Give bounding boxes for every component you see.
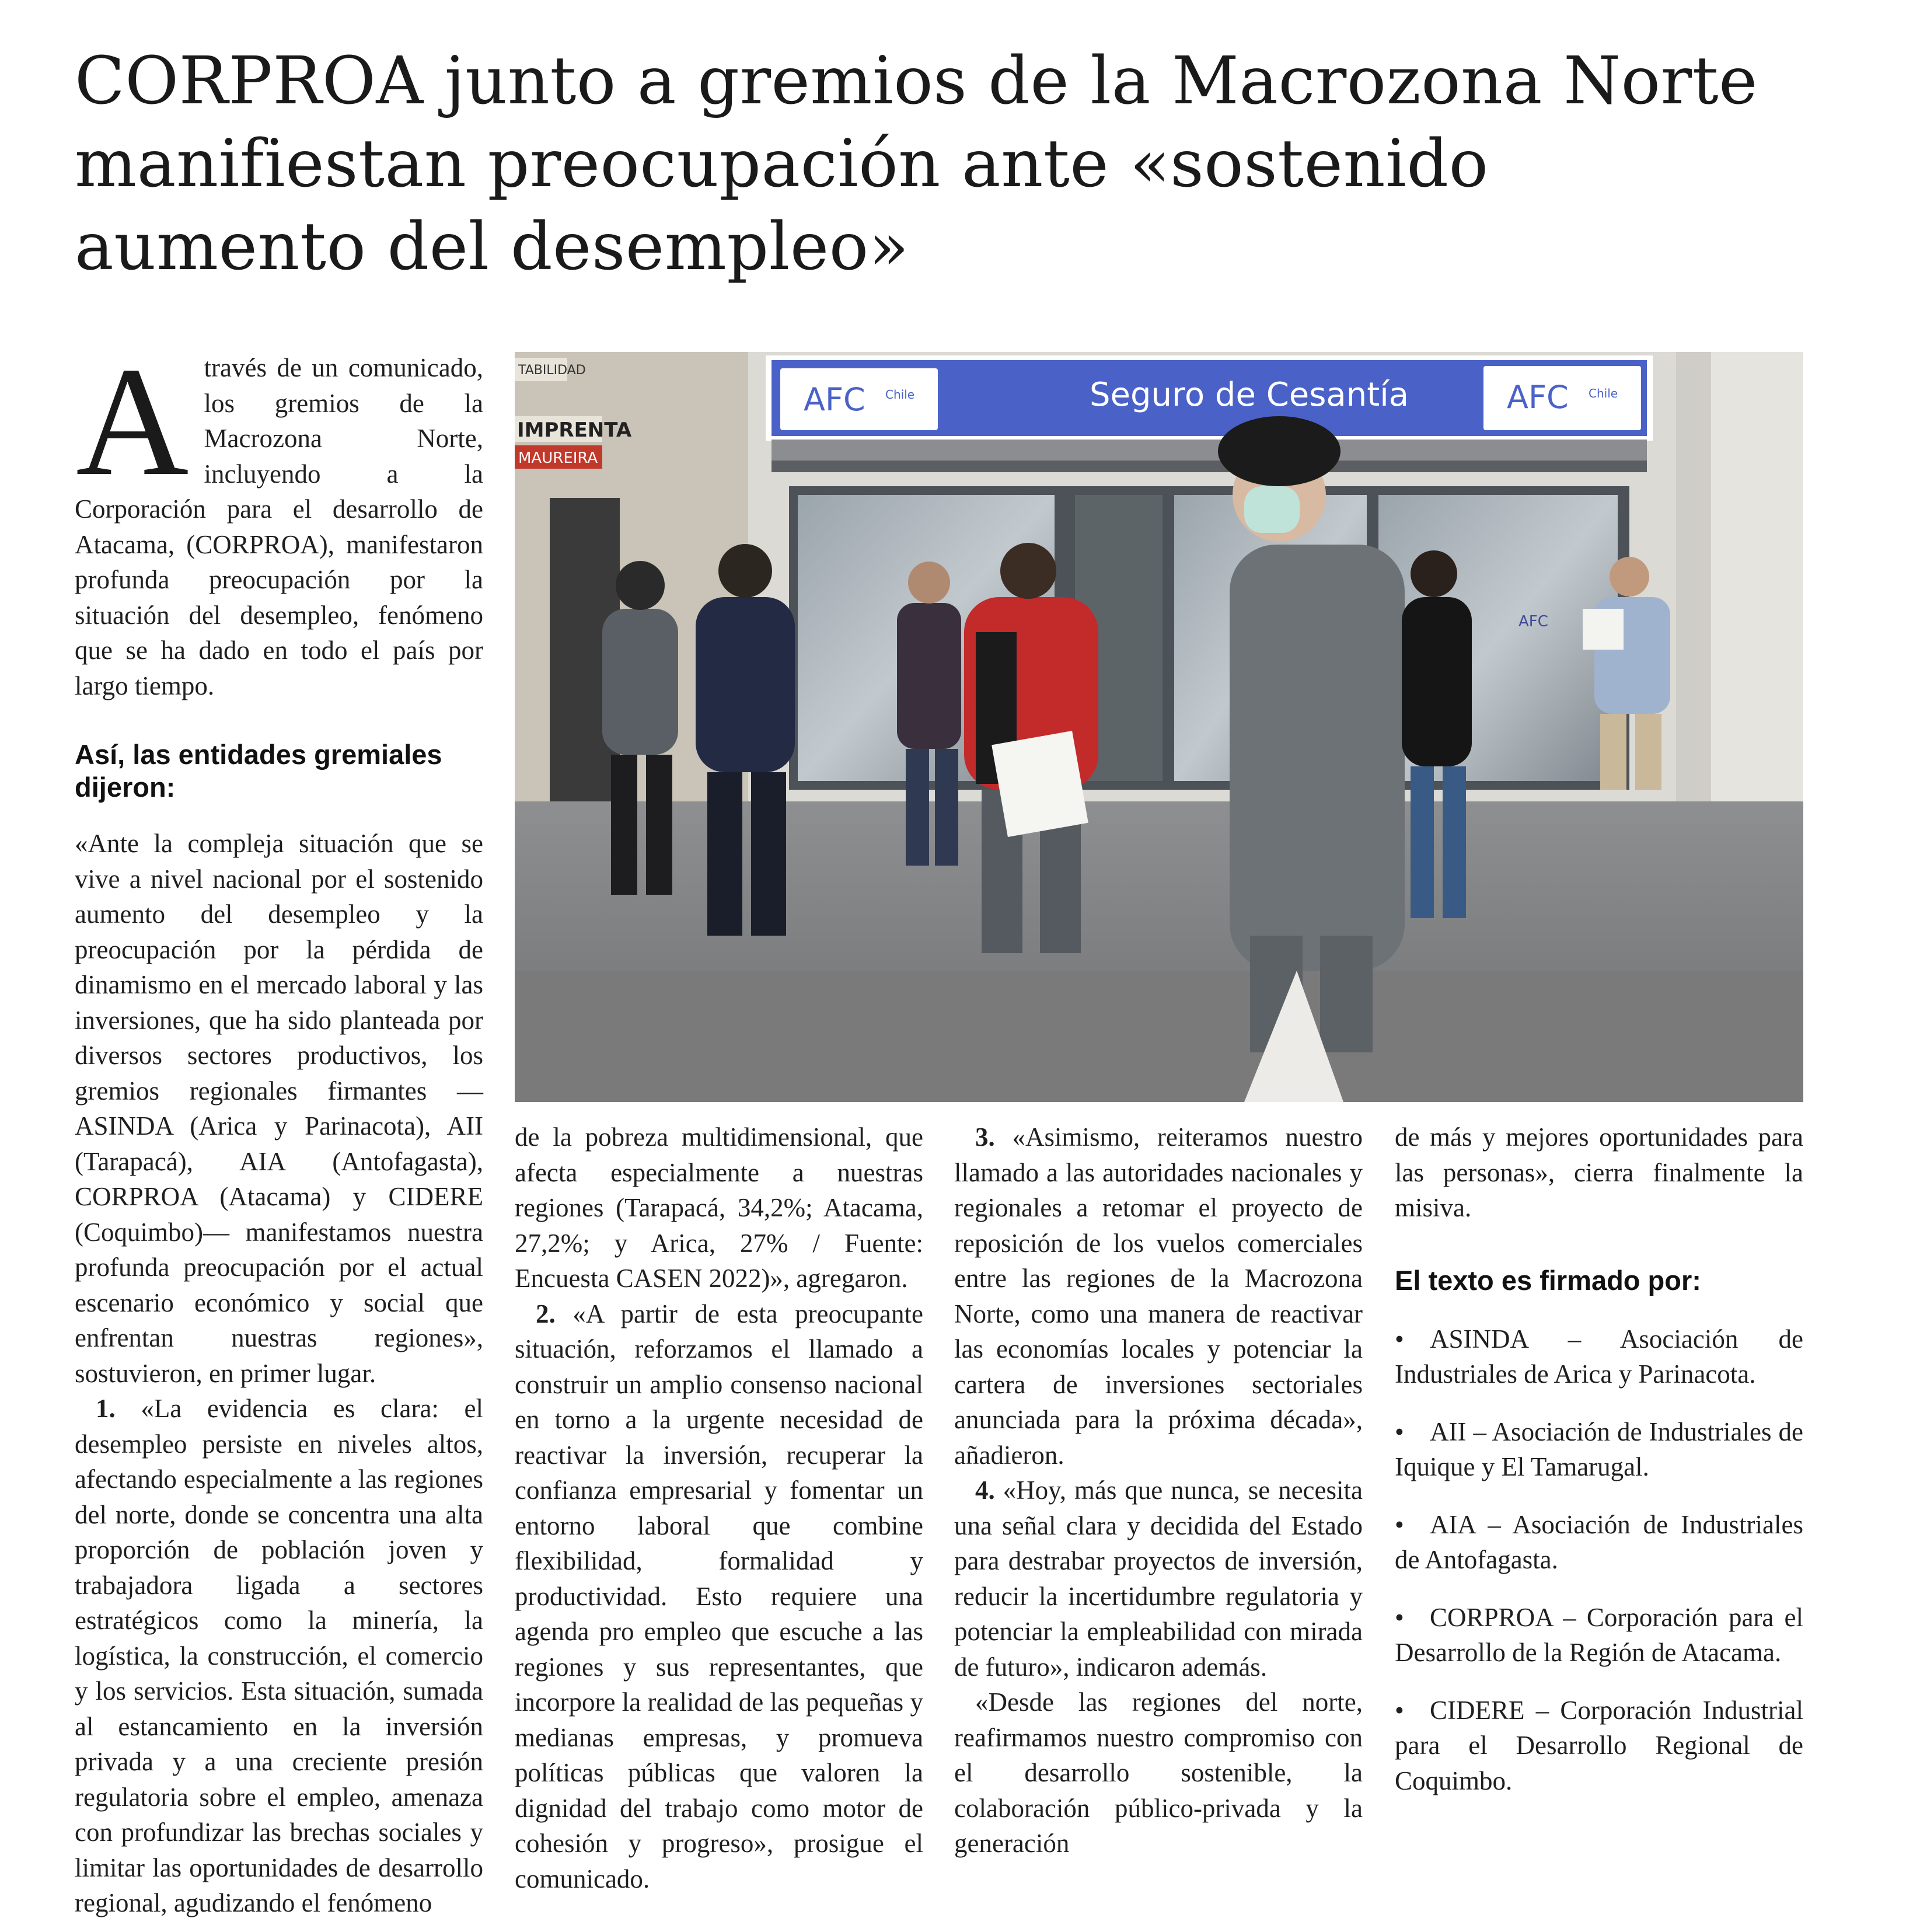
article-column-4: [1395, 1120, 1803, 1821]
signer-item: [1395, 1414, 1803, 1485]
subhead-entities-said: Así, las entidades gremiales dijeron:: [75, 739, 442, 803]
point-3-text: «Asimismo, reiteramos nuestro llamado a las autoridades nacionales y regionales a retomar el proyecto de reposición de los vuelos comerciales entre las regiones de la Macrozona Norte, como una manera de reactivar las economías locales y potenciar la cartera de inversiones sectoriales anunciada para la próxima década», añadieron.: [954, 1122, 1363, 1470]
closing-paragraph: «Desde las regiones del norte, reafirmamos nuestro compromiso con el desarrollo sostenible, la colaboración público-privada y la generación: [954, 1687, 1363, 1858]
point-4-text: «Hoy, más que nunca, se necesita una señal clara y decidida del Estado para destrabar proyectos de inversión, reducir la incertidumbre regulatoria y potenciar la empleabilidad con mirada de futuro», indicaron además.: [954, 1476, 1363, 1682]
point-2-number: 2.: [536, 1299, 556, 1328]
signer-item: [1395, 1600, 1803, 1671]
signer-text: CORPROA – Corporación para el Desarrollo de la Región de Atacama.: [1395, 1602, 1803, 1667]
point-1-text: «La evidencia es clara: el desempleo persiste en niveles altos, afectando especialmente a las regiones del norte, donde se concentra una alta proporción de población joven y trabajadora ligada a sectores estratégicos como la minería, la logística, la construcción, el comercio y los servicios. Esta situación, sumada al estancamiento en la inversión privada y a una creciente presión regulatoria sobre el empleo, amenaza con profundizar las brechas sociales y limitar las oportunidades de desarrollo regional, agudizando el fenómeno: [75, 1394, 483, 1917]
point-2-text: «A partir de esta preocupante situación, reforzamos el llamado a construir un amplio consenso nacional en torno a la urgente necesidad de reactivar la inversión, recuperar la confianza empresarial y fomentar un entorno laboral que combine flexibilidad, formalidad y productividad. Esto requiere una agenda pro empleo que escuche a las regiones y sus representantes, que incorpore la realidad de las pequeñas y medianas empresas, y promueva políticas públicas que valoren la dignidad del trabajo como motor de cohesión y progreso», prosigue el comunicado.: [515, 1299, 923, 1893]
afc-logo-left-sub: Chile: [885, 388, 915, 402]
article-column-2: [515, 1120, 923, 1896]
signer-text: ASINDA – Asociación de Industriales de Arica y Parinacota.: [1395, 1324, 1803, 1389]
store-sign-1: TABILIDAD: [518, 363, 586, 378]
subhead-signed-by: El texto es firmado por:: [1395, 1264, 1701, 1296]
signer-item: [1395, 1507, 1803, 1578]
signers-list: [1395, 1321, 1803, 1799]
bullet-icon: •: [1395, 1417, 1404, 1446]
store-sign-2: IMPRENTA: [517, 419, 632, 442]
point-4-paragraph: [954, 1473, 1363, 1685]
intro-paragraph: [75, 334, 483, 703]
signer-text: AII – Asociación de Industriales de Iquique y El Tamarugal.: [1395, 1417, 1803, 1481]
intro-text: través de un comunicado, los gremios de la Macrozona Norte, incluyendo a la Corporación para el desarrollo de Atacama, (CORPROA), manifestaron profunda preocupación por la situación del desempleo, fenómeno que se ha dado en todo el país por largo tiempo.: [75, 353, 483, 700]
article-headline: CORPROA junto a gremios de la Macrozona Norte manifiestan preocupación ante «sostenido aumento del desempleo»: [75, 43, 1758, 285]
quote-intro-paragraph: «Ante la compleja situación que se vive a nivel nacional por el sostenido aumento del desempleo y la preocupación por la pérdida de dinamismo en el mercado laboral y las inversiones, que ha sido planteada por diversos sectores productivos, los gremios regionales firmantes —ASINDA (Arica y Parinacota), AII (Tarapacá), AIA (Antofagasta), CORPROA (Atacama) y CIDERE (Coquimbo)— manifestamos nuestra profunda preocupación por el actual escenario económico y social que enfrentan nuestras regiones», sostuvieron, en primer lugar.: [75, 829, 483, 1388]
afc-logo-left: AFC: [804, 381, 865, 418]
bullet-icon: •: [1395, 1509, 1404, 1539]
signer-text: AIA – Asociación de Industriales de Antofagasta.: [1395, 1509, 1803, 1574]
point-1-paragraph: [75, 1391, 483, 1921]
bullet-icon: •: [1395, 1324, 1404, 1354]
article-photo: [515, 352, 1803, 1102]
point-2-paragraph: [515, 1296, 923, 1897]
article-column-3: [954, 1120, 1363, 1861]
point-3-paragraph: [954, 1120, 1363, 1473]
afc-logo-right: AFC: [1507, 379, 1569, 416]
bullet-icon: •: [1395, 1695, 1404, 1725]
window-afc-logo: AFC: [1518, 613, 1548, 630]
photo-illustration: [515, 352, 1803, 1102]
signer-text: CIDERE – Corporación Industrial para el Desarrollo Regional de Coquimbo.: [1395, 1695, 1803, 1795]
point-1-number: 1.: [96, 1394, 116, 1423]
point-4-number: 4.: [975, 1476, 995, 1505]
article-column-1: [75, 334, 483, 1921]
point-1-continued: de la pobreza multidimensional, que afecta especialmente a nuestras regiones (Tarapacá, 34,2%; Atacama, 27,2%; y Arica, 27% / Fuente: Encuesta CASEN 2022)», agregaron.: [515, 1122, 923, 1293]
bullet-icon: •: [1395, 1602, 1404, 1632]
signer-item: [1395, 1693, 1803, 1799]
afc-logo-right-sub: Chile: [1589, 386, 1618, 400]
point-3-number: 3.: [975, 1122, 995, 1152]
closing-continued: de más y mejores oportunidades para las personas», cierra finalmente la misiva.: [1395, 1122, 1803, 1222]
signer-item: [1395, 1321, 1803, 1392]
person-3: [897, 562, 961, 866]
drop-cap: A: [76, 334, 189, 508]
sign-title: Seguro de Cesantía: [1090, 376, 1409, 414]
store-sign-3: MAUREIRA: [518, 449, 598, 467]
